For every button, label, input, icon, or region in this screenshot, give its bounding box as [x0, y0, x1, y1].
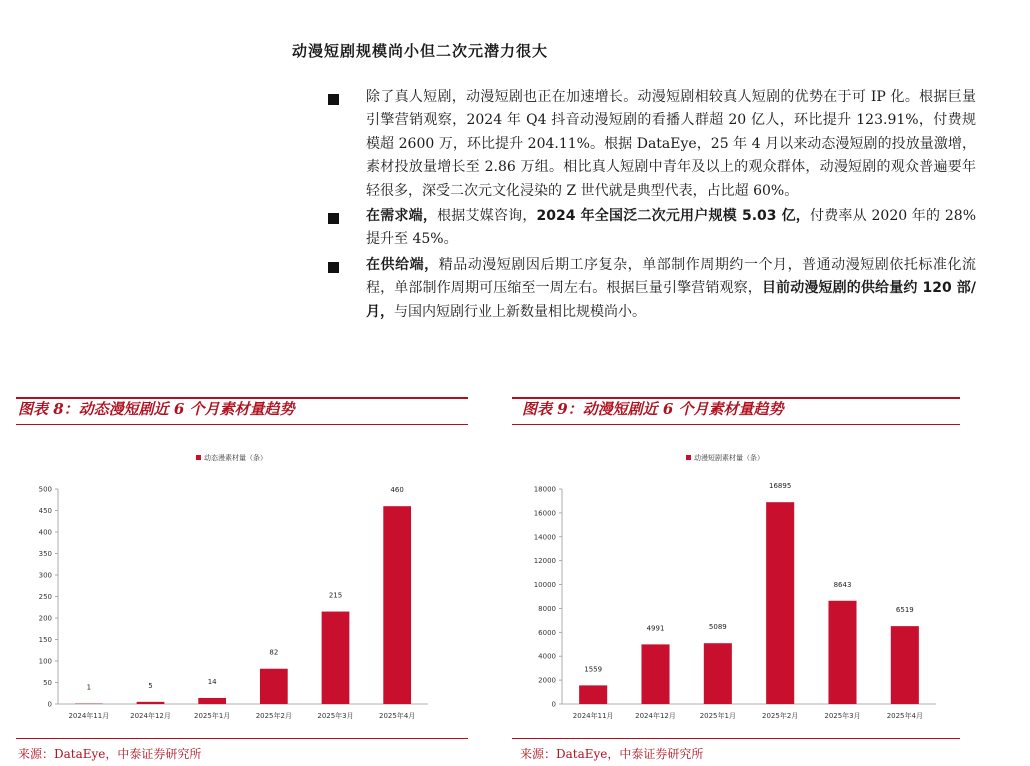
bullet-item — [328, 205, 976, 252]
bullet-square-icon — [328, 213, 339, 224]
y-tick-label: 500 — [38, 485, 52, 494]
bar — [704, 643, 732, 704]
bold-text: 目前动漫短剧的供给量约 120 部/月， — [366, 280, 976, 320]
y-tick-label: 10000 — [533, 581, 556, 590]
figure-9-chart — [500, 440, 970, 736]
data-label: 82 — [269, 648, 279, 657]
x-tick-label: 2025年1月 — [699, 712, 736, 720]
body-text: 根据艾媒咨询， — [437, 208, 537, 225]
body-text: 付费率从 2020 年的 28%提升至 45%。 — [366, 208, 976, 248]
legend-label: 动态漫素材量（条） — [204, 454, 267, 462]
bold-text: 在需求端， — [366, 208, 438, 225]
data-label: 8643 — [833, 580, 852, 589]
bar — [766, 502, 794, 704]
y-tick-label: 300 — [38, 571, 52, 580]
figure-9-title: 图表 9：动漫短剧近 6 个月素材量趋势 — [522, 400, 784, 418]
figure-9-top-rule — [512, 397, 960, 399]
y-tick-label: 150 — [38, 636, 52, 644]
bar — [828, 601, 856, 704]
legend-swatch — [196, 455, 201, 460]
y-tick-label: 0 — [551, 700, 556, 709]
legend — [686, 453, 764, 462]
x-tick-label: 2024年11月 — [68, 712, 110, 720]
legend-label: 动漫短剧素材量（条） — [694, 454, 764, 462]
bullet-list — [328, 86, 976, 326]
x-tick-label: 2025年4月 — [886, 712, 923, 720]
x-tick-label: 2025年3月 — [824, 712, 861, 720]
bullet-text — [366, 86, 976, 203]
figure-9-source: 来源：DataEye，中泰证券研究所 — [520, 747, 704, 761]
bar — [322, 612, 350, 704]
bar — [579, 685, 607, 704]
data-label: 460 — [390, 486, 404, 495]
body-text: 与国内短剧行业上新数量相比规模尚小。 — [394, 303, 646, 320]
legend — [196, 453, 267, 462]
bullet-square-icon — [328, 94, 339, 105]
y-tick-label: 50 — [43, 679, 52, 687]
figure-8-source: 来源：DataEye，中泰证券研究所 — [18, 747, 202, 761]
x-tick-label: 2024年11月 — [572, 712, 614, 720]
figure-8-top-rule — [16, 397, 468, 399]
bold-text: 2024 年全国泛二次元用户规模 5.03 亿， — [536, 208, 811, 225]
bar — [198, 698, 226, 704]
x-tick-label: 2025年3月 — [317, 712, 354, 720]
y-tick-label: 8000 — [538, 604, 556, 613]
x-tick-label: 2025年4月 — [379, 712, 416, 720]
y-tick-label: 6000 — [538, 628, 556, 637]
data-label: 215 — [328, 591, 343, 600]
bar — [641, 644, 669, 704]
x-tick-label: 2025年2月 — [762, 712, 799, 720]
y-tick-label: 18000 — [533, 485, 556, 494]
bullet-square-icon — [328, 262, 339, 273]
bar — [383, 506, 411, 704]
y-tick-label: 2000 — [538, 676, 556, 685]
data-label: 6519 — [895, 606, 914, 615]
y-tick-label: 100 — [38, 657, 52, 666]
bold-text: 在供给端， — [366, 256, 439, 273]
figure-8-title-rule — [16, 424, 468, 425]
bullet-text — [366, 254, 976, 324]
body-text: 除了真人短剧，动漫短剧也正在加速增长。动漫短剧相较真人短剧的优势在于可 IP 化。根据巨量引擎营销观察，2024 年 Q4 抖音动漫短剧的看播人群超 20 亿人，环比提升 123.91%，付费规模超 2600 万，环比提升 204.11%。根据 DataEye，25 年 4 月以来动态漫短剧的投放量激增，素材投放量增长至 2.86 万组。相比真人短剧中青年及以上的观众群体，动漫短剧的观众普遍要年轻很多，深受二次元文化浸染的 Z 世代就是典型代表，占比超 60%。 — [366, 89, 976, 199]
y-tick-label: 250 — [38, 593, 52, 601]
x-tick-label: 2025年2月 — [255, 712, 292, 720]
data-label: 16895 — [769, 482, 792, 491]
figure-8-chart — [0, 440, 470, 736]
data-label: 4991 — [646, 624, 665, 633]
figure-8-title: 图表 8：动态漫短剧近 6 个月素材量趋势 — [18, 400, 295, 418]
x-tick-label: 2024年12月 — [130, 712, 171, 720]
bullet-text — [366, 205, 976, 252]
data-label: 1559 — [584, 665, 603, 674]
y-tick-label: 0 — [47, 700, 52, 709]
legend-swatch — [686, 455, 691, 460]
figure-9-title-rule — [512, 424, 960, 425]
bullet-item — [328, 86, 976, 203]
bullet-item — [328, 254, 976, 324]
data-label: 5089 — [708, 623, 727, 632]
y-tick-label: 14000 — [533, 533, 556, 542]
bar — [891, 626, 919, 704]
y-tick-label: 12000 — [533, 557, 556, 566]
data-label: 14 — [207, 677, 217, 686]
bar — [260, 669, 288, 704]
body-text: 精品动漫短剧因后期工序复杂，单部制作周期约一个月，普通动漫短剧依托标准化流程，单部制作周期可压缩至一周左右。根据巨量引擎营销观察， — [366, 256, 977, 297]
bar — [137, 702, 165, 704]
y-tick-label: 350 — [38, 550, 52, 558]
y-tick-label: 400 — [38, 528, 52, 537]
data-label: 5 — [148, 681, 153, 690]
figure-9-bottom-rule — [512, 738, 960, 739]
y-tick-label: 200 — [38, 614, 52, 623]
data-label: 1 — [86, 683, 92, 692]
x-tick-label: 2024年12月 — [635, 712, 676, 720]
x-tick-label: 2025年1月 — [194, 712, 231, 720]
y-tick-label: 450 — [38, 507, 52, 515]
section-title: 动漫短剧规模尚小但二次元潜力很大 — [292, 42, 549, 60]
y-tick-label: 16000 — [533, 509, 556, 518]
figure-8-bottom-rule — [16, 738, 468, 739]
y-tick-label: 4000 — [538, 652, 556, 661]
